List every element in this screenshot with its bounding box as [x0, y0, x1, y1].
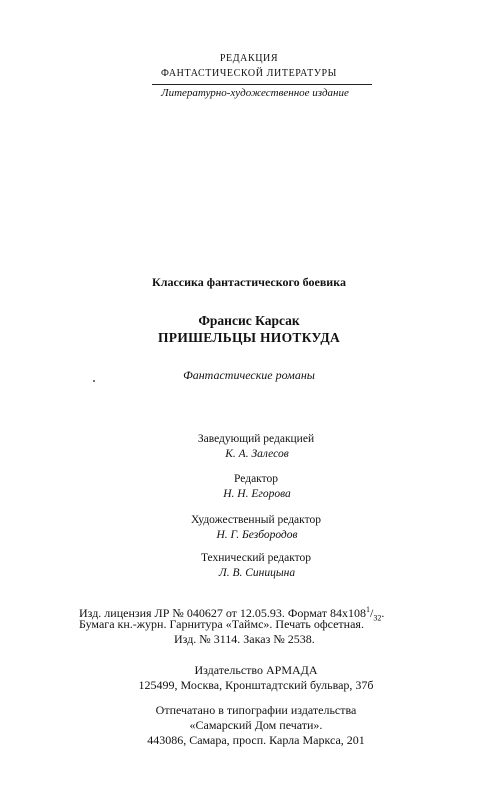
publisher-name: Издательство АРМАДА — [194, 663, 318, 677]
credit-role: Заведующий редакцией — [197, 433, 315, 445]
order-line: Изд. № 3114. Заказ № 2538. — [174, 632, 315, 646]
credit-role: Редактор — [234, 473, 278, 485]
header-divider — [152, 84, 372, 85]
printer-line-1: Отпечатано в типографии издательства — [155, 703, 357, 717]
header-line-1: РЕДАКЦИЯ — [219, 53, 279, 64]
print-speck — [93, 380, 95, 382]
format-subscript: 32 — [373, 613, 382, 623]
license-line: Изд. лицензия ЛР № 040627 от 12.05.93. Формат $84х108^1/_{32}$. — [79, 605, 385, 623]
publisher-address: 125499, Москва, Кронштадтский бульвар, 37б — [138, 678, 374, 692]
genre: Фантастические романы — [183, 368, 315, 382]
credit-name: Л. В. Синицына — [218, 567, 296, 579]
author-name: Франсис Карсак — [198, 313, 300, 328]
series-name: Классика фантастического боевика — [152, 275, 346, 289]
credit-role: Технический редактор — [200, 552, 312, 564]
license-text: Изд. лицензия ЛР № 040627 от 12.05.93. Формат 84х108 — [79, 606, 366, 620]
credit-name: К. А. Залесов — [225, 448, 289, 460]
credit-role: Художественный редактор — [191, 514, 321, 526]
header-line-2: ФАНТАСТИЧЕСКОЙ ЛИТЕРАТУРЫ — [160, 68, 337, 79]
format-superscript: 1 — [365, 605, 370, 614]
edition-type: Литературно-художественное издание — [161, 87, 349, 99]
book-title: ПРИШЕЛЬЦЫ НИОТКУДА — [157, 330, 341, 345]
credit-name: Н. Г. Безбородов — [216, 529, 298, 541]
credit-name: Н. Н. Егорова — [223, 488, 291, 500]
printer-line-3: 443086, Самара, просп. Карла Маркса, 201 — [147, 733, 365, 747]
printer-line-2: «Самарский Дом печати». — [189, 718, 323, 732]
paper-line: Бумага кн.-журн. Гарнитура «Таймс». Печать офсетная. — [79, 617, 364, 631]
